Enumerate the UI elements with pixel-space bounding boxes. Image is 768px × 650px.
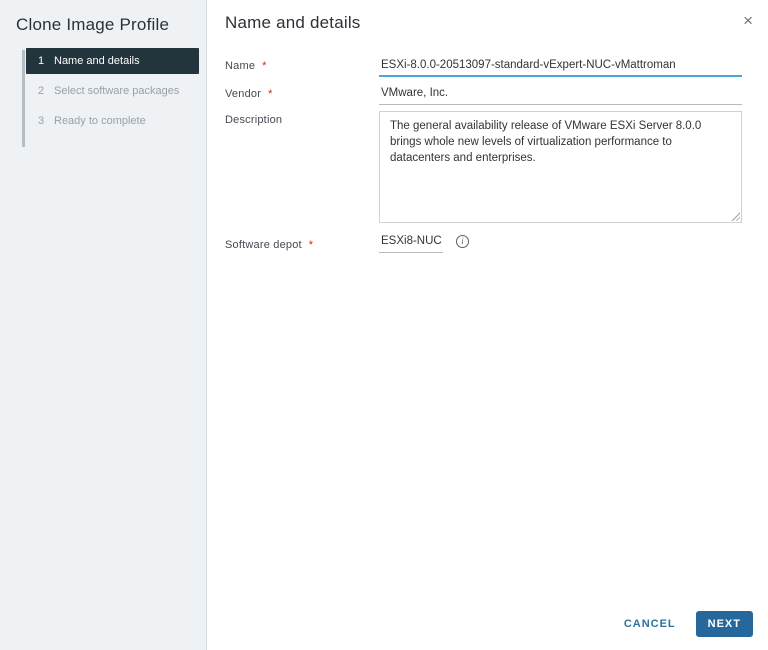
name-input[interactable] — [379, 57, 742, 77]
next-button[interactable]: NEXT — [696, 611, 753, 637]
wizard-sidebar — [0, 0, 207, 650]
vendor-label: Vendor * — [225, 88, 273, 100]
close-icon[interactable]: × — [743, 11, 753, 30]
vendor-input[interactable] — [379, 85, 742, 105]
description-field-wrap — [379, 111, 742, 223]
step-number: 3 — [38, 115, 45, 127]
step-label: Ready to complete — [54, 115, 146, 127]
software-depot-input[interactable] — [379, 233, 443, 253]
required-asterisk: * — [262, 60, 267, 72]
description-textarea[interactable] — [379, 111, 742, 223]
step-number: 2 — [38, 85, 45, 97]
required-asterisk: * — [268, 88, 273, 100]
page-title: Name and details — [225, 13, 361, 32]
dialog-title: Clone Image Profile — [16, 15, 170, 34]
cancel-button[interactable]: CANCEL — [623, 618, 676, 630]
wizard-footer — [624, 611, 753, 637]
step-number: 1 — [38, 55, 45, 67]
steps-progress-bar — [22, 50, 25, 147]
description-label: Description — [225, 114, 283, 126]
wizard-main-panel — [207, 0, 768, 650]
step-ready-to-complete[interactable] — [26, 108, 206, 134]
step-name-and-details[interactable] — [26, 48, 199, 74]
name-label: Name * — [225, 60, 267, 72]
required-asterisk: * — [308, 239, 314, 251]
step-label: Select software packages — [54, 85, 180, 97]
step-select-software-packages[interactable] — [26, 78, 206, 104]
software-depot-label: Software depot * — [225, 239, 314, 251]
step-label: Name and details — [54, 55, 140, 67]
info-icon[interactable]: i — [456, 235, 469, 248]
wizard-steps — [22, 48, 206, 138]
